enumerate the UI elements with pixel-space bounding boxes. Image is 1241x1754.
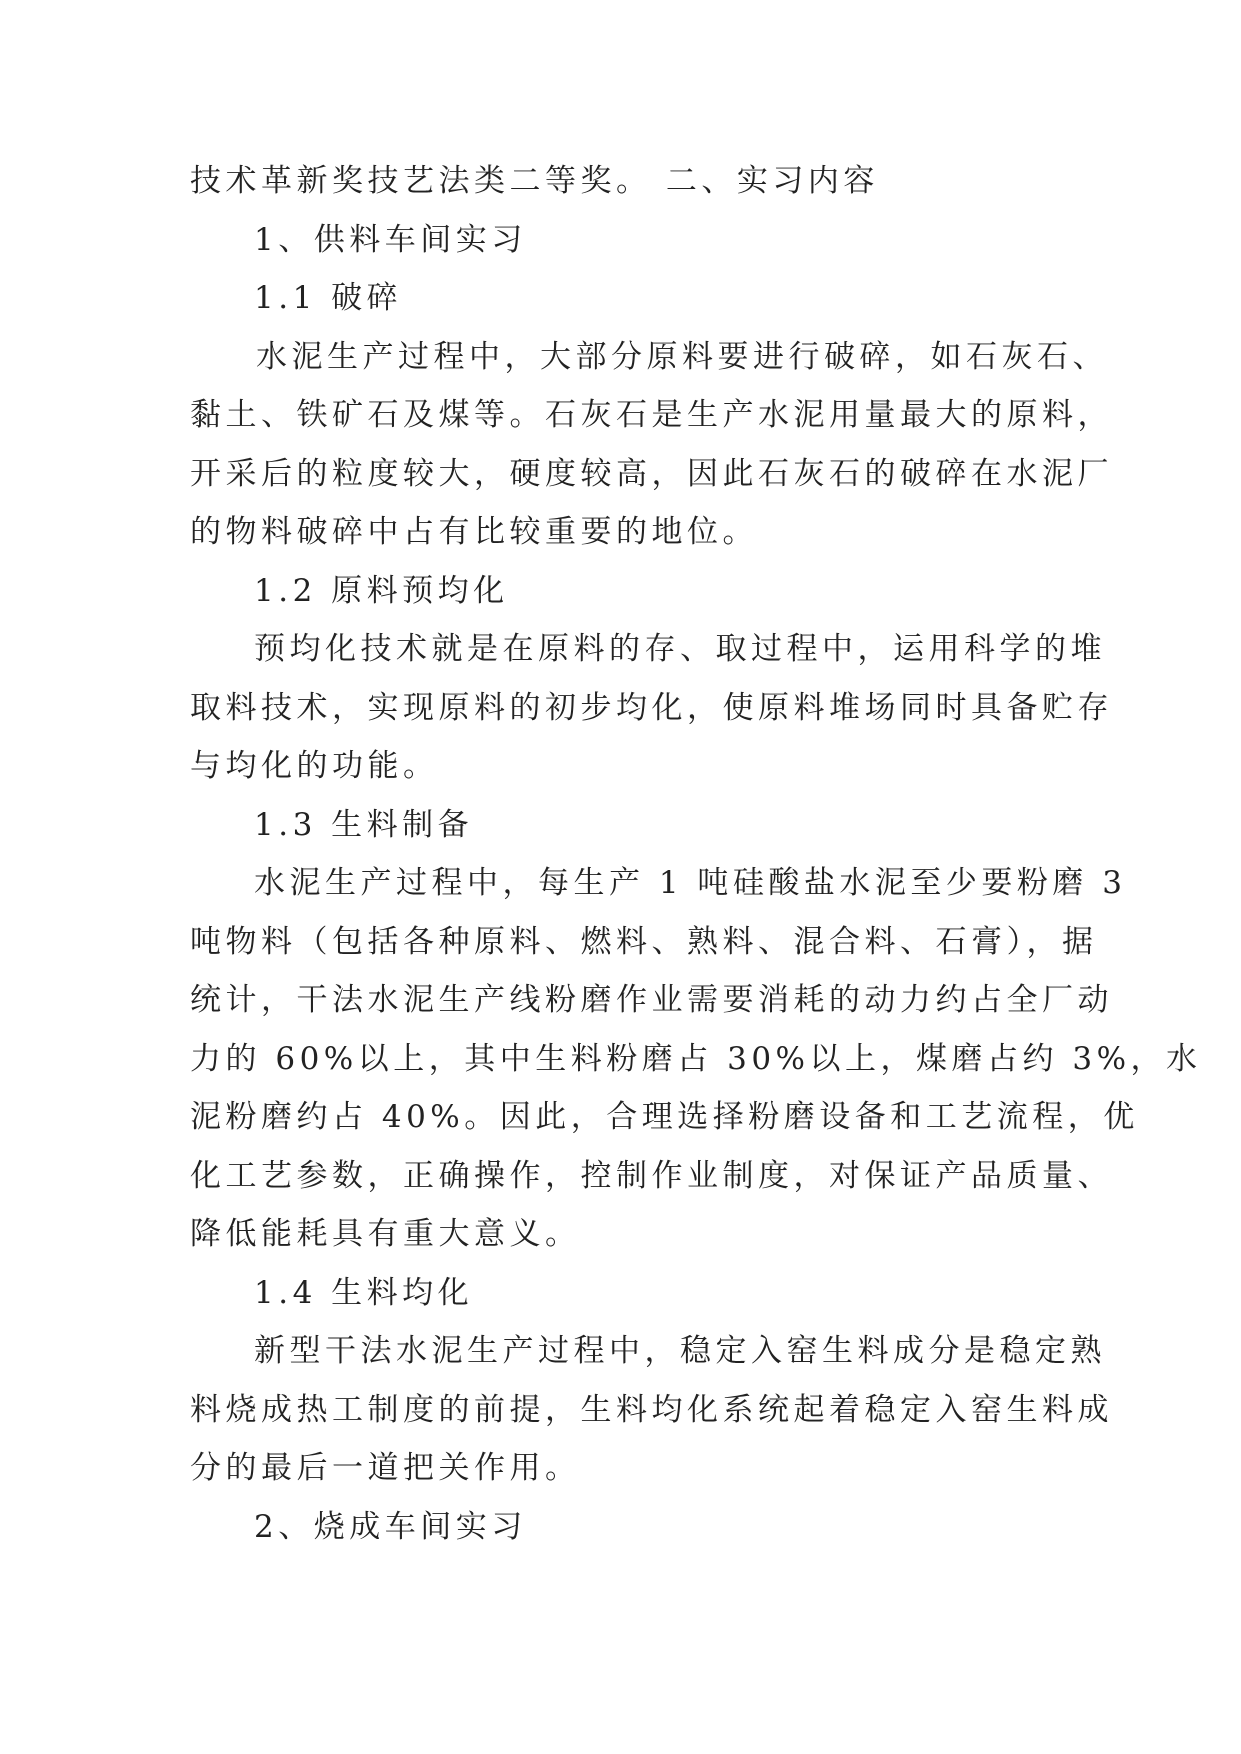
paragraph-line: 料烧成热工制度的前提，生料均化系统起着稳定入窑生料成: [190, 1391, 1113, 1428]
paragraph-line: 化工艺参数，正确操作，控制作业制度，对保证产品质量、: [190, 1157, 1113, 1194]
subsection-heading: 1.4 生料均化: [254, 1274, 474, 1311]
paragraph-line: 分的最后一道把关作用。: [190, 1450, 581, 1486]
paragraph-line: 开采后的粒度较大，硬度较高，因此石灰石的破碎在水泥厂: [190, 455, 1113, 492]
subsection-heading: 1.2 原料预均化: [254, 572, 509, 609]
paragraph-line: 预均化技术就是在原料的存、取过程中，运用科学的堆: [254, 631, 1106, 667]
paragraph-line: 力的 60%以上，其中生料粉磨占 30%以上，煤磨占约 3%，水: [190, 1040, 1202, 1077]
paragraph-line: 泥粉磨约占 40%。因此，合理选择粉磨设备和工艺流程，优: [190, 1099, 1139, 1135]
paragraph-line: 取料技术，实现原料的初步均化，使原料堆场同时具备贮存: [190, 689, 1113, 726]
paragraph-line: 黏土、铁矿石及煤等。石灰石是生产水泥用量最大的原料，: [190, 397, 1113, 433]
paragraph-line: 水泥生产过程中，大部分原料要进行破碎，如石灰石、: [256, 338, 1108, 375]
paragraph-line: 吨物料（包括各种原料、燃料、熟料、混合料、石膏），据: [190, 923, 1098, 960]
paragraph-line: 统计，干法水泥生产线粉磨作业需要消耗的动力约占全厂动: [190, 982, 1113, 1018]
paragraph-line: 水泥生产过程中，每生产 1 吨硅酸盐水泥至少要粉磨 3: [254, 865, 1127, 901]
section-heading: 2、烧成车间实习: [254, 1508, 527, 1545]
document-body: [190, 152, 1202, 1556]
section-heading: 1、供料车间实习: [254, 221, 527, 258]
paragraph-line: 与均化的功能。: [190, 748, 439, 784]
subsection-heading: 1.3 生料制备: [254, 806, 474, 843]
paragraph-line: 降低能耗具有重大意义。: [190, 1216, 581, 1252]
paragraph-line: 新型干法水泥生产过程中，稳定入窑生料成分是稳定熟: [254, 1333, 1106, 1369]
paragraph-line: 的物料破碎中占有比较重要的地位。: [190, 514, 758, 550]
subsection-heading: 1.1 破碎: [254, 280, 403, 316]
text-line: 技术革新奖技艺法类二等奖。 二、实习内容: [190, 163, 879, 199]
